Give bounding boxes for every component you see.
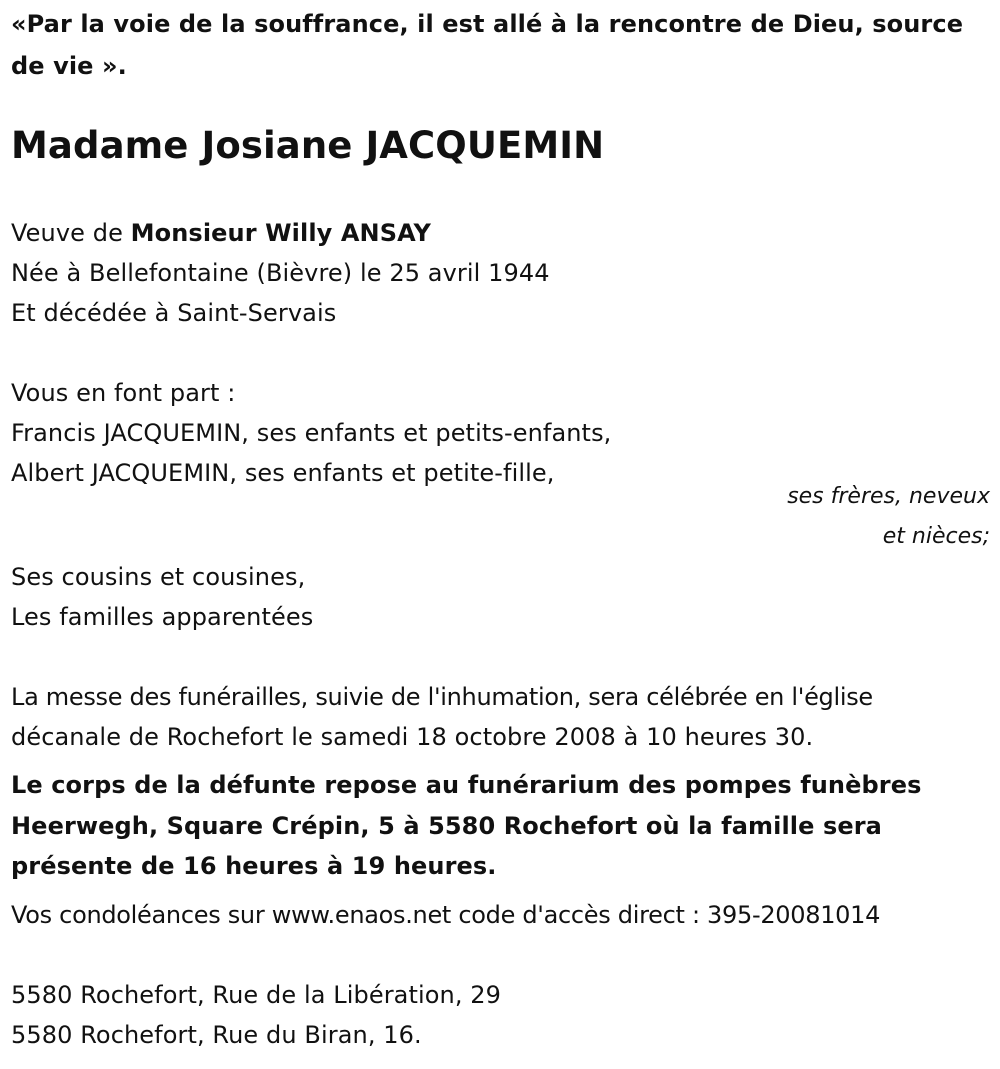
announcers-intro: Vous en font part : (11, 379, 236, 407)
address-2: 5580 Rochefort, Rue du Biran, 16. (11, 1021, 422, 1049)
repose-line-3: présente de 16 heures à 19 heures. (11, 852, 497, 880)
family-line-2: Albert JACQUEMIN, ses enfants et petite-fille, (11, 459, 555, 487)
epigraph-line-1: «Par la voie de la souffrance, il est allé à la rencontre de Dieu, source (11, 10, 964, 38)
siblings-line-2: et nièces; (882, 524, 990, 549)
address-1: 5580 Rochefort, Rue de la Libération, 29 (11, 981, 502, 1009)
condolences-line: Vos condoléances sur www.enaos.net code d'accès direct : 395-20081014 (11, 901, 881, 929)
birth-line: Née à Bellefontaine (Bièvre) le 25 avril 1944 (11, 259, 550, 287)
death-line: Et décédée à Saint-Servais (11, 299, 337, 327)
repose-line-1: Le corps de la défunte repose au funérarium des pompes funèbres (11, 771, 922, 799)
ceremony-line-1: La messe des funérailles, suivie de l'inhumation, sera célébrée en l'église (11, 683, 873, 711)
family-line-1: Francis JACQUEMIN, ses enfants et petits-enfants, (11, 419, 612, 447)
ceremony-line-2: décanale de Rochefort le samedi 18 octobre 2008 à 10 heures 30. (11, 723, 814, 751)
spouse-name: Monsieur Willy ANSAY (130, 219, 431, 247)
widow-line (11, 213, 431, 253)
siblings-line-1: ses frères, neveux (787, 484, 990, 509)
widow-prefix: Veuve de (11, 219, 131, 247)
families-line: Les familles apparentées (11, 603, 314, 631)
repose-line-2: Heerwegh, Square Crépin, 5 à 5580 Rochefort où la famille sera (11, 812, 882, 840)
cousins-line: Ses cousins et cousines, (11, 563, 306, 591)
epigraph-line-2: de vie ». (11, 52, 127, 80)
deceased-name: Madame Josiane JACQUEMIN (11, 124, 605, 167)
